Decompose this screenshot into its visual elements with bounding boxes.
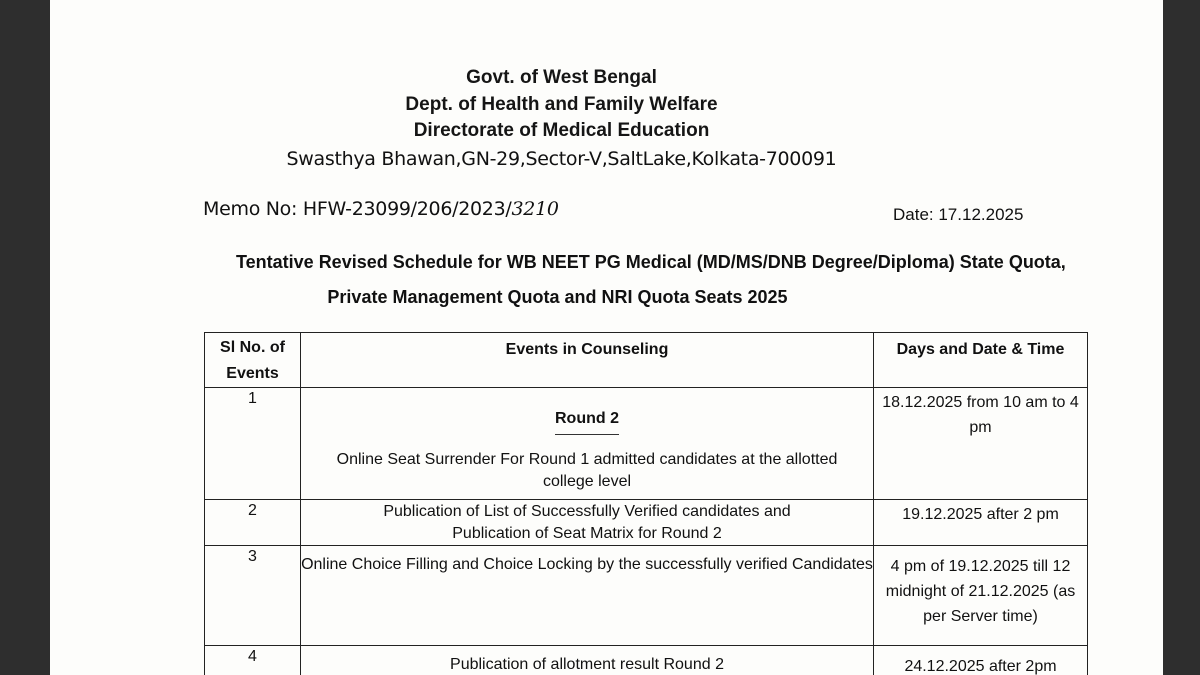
- memo-number: [203, 198, 559, 220]
- header-date-time: Days and Date & Time: [874, 333, 1088, 388]
- row-4-sl: 4: [205, 646, 301, 675]
- schedule-table: [204, 332, 1088, 675]
- memo-date: Date: 17.12.2025: [893, 205, 1024, 224]
- table-row: [205, 546, 1088, 646]
- header-events: Events in Counseling: [301, 333, 874, 388]
- row-4-event: Publication of allotment result Round 2: [301, 646, 874, 675]
- row-2-sl: 2: [205, 500, 301, 546]
- table-row: [205, 646, 1088, 675]
- row-2-event: Publication of List of Successfully Verified candidates and Publication of Seat Matrix for Round 2: [301, 500, 874, 546]
- left-dark-border: [0, 0, 50, 675]
- row-4-date: 24.12.2025 after 2pm: [874, 646, 1088, 675]
- row-3-event: Online Choice Filling and Choice Locking by the successfully verified Candidates: [301, 546, 874, 646]
- row-1-sl: 1: [205, 388, 301, 500]
- header-address: Swasthya Bhawan,GN-29,Sector-V,SaltLake,Kolkata-700091: [286, 148, 837, 170]
- document-page: [50, 0, 1163, 675]
- table-header-row: [205, 333, 1088, 388]
- memo-label: Memo No: HFW-23099/206/2023/: [203, 198, 512, 220]
- row-1-event-text: Online Seat Surrender For Round 1 admitted candidates at the allotted college level: [336, 451, 838, 490]
- table-row: [205, 500, 1088, 546]
- row-1-date: 18.12.2025 from 10 am to 4 pm: [874, 388, 1088, 500]
- header-govt: Govt. of West Bengal: [466, 67, 657, 88]
- round-2-label: Round 2: [555, 408, 619, 435]
- row-2-date: 19.12.2025 after 2 pm: [874, 500, 1088, 546]
- header-dept: Dept. of Health and Family Welfare: [405, 94, 718, 115]
- header-sl-no: Sl No. of Events: [205, 333, 301, 388]
- schedule-title-line1: Tentative Revised Schedule for WB NEET PG Medical (MD/MS/DNB Degree/Diploma) State Quota,: [236, 252, 1066, 272]
- table-row: [205, 388, 1088, 500]
- header-directorate: Directorate of Medical Education: [413, 120, 710, 141]
- right-dark-border: [1163, 0, 1200, 675]
- schedule-title-line2: Private Management Quota and NRI Quota Seats 2025: [327, 287, 788, 307]
- row-3-date: 4 pm of 19.12.2025 till 12 midnight of 21.12.2025 (as per Server time): [874, 546, 1088, 646]
- row-3-sl: 3: [205, 546, 301, 646]
- row-1-event: [301, 388, 874, 500]
- memo-handwritten-number: 3210: [511, 198, 559, 220]
